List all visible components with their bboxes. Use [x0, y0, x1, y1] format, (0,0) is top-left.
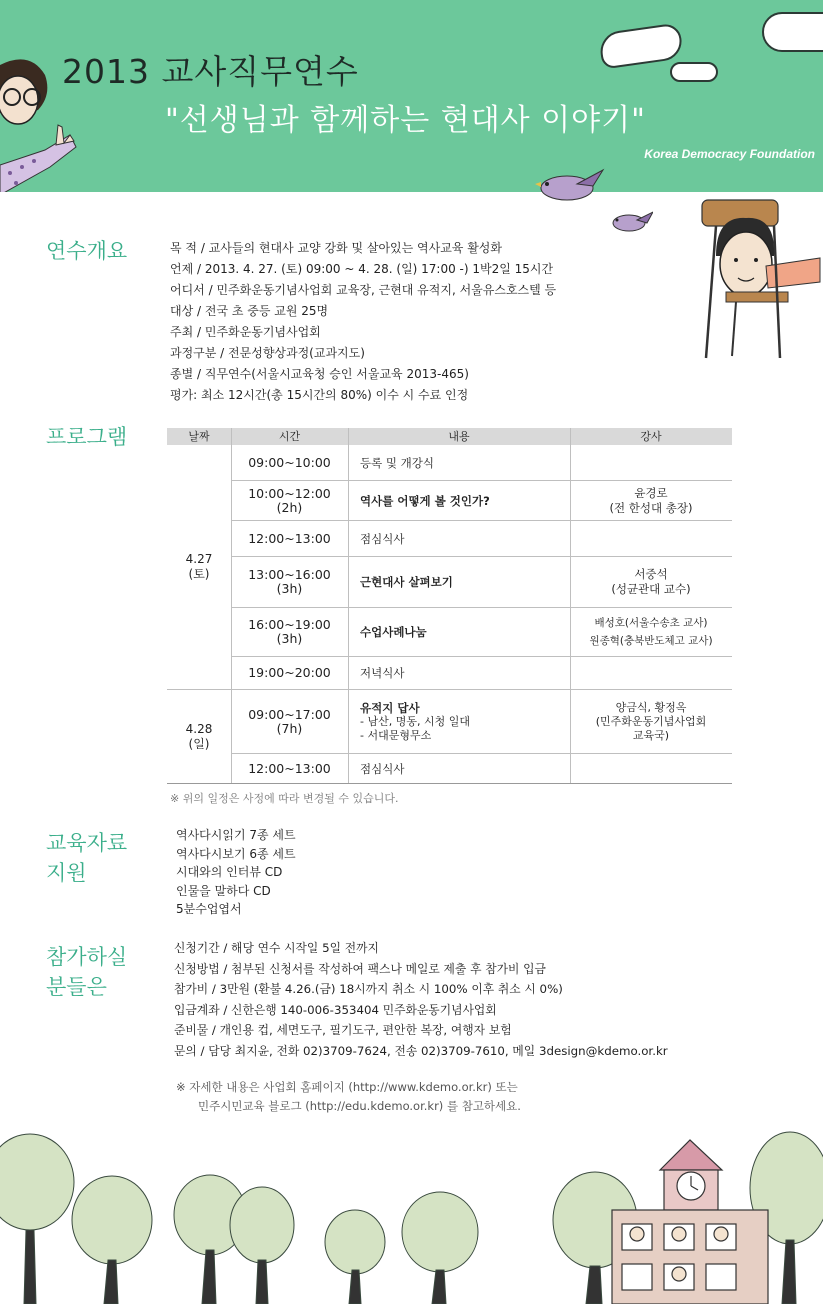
time-cell: 13:00~16:00 (3h) [248, 567, 331, 596]
list-item: 역사다시읽기 7종 세트 [176, 828, 296, 842]
schedule-note: ※ 위의 일정은 사정에 따라 변경될 수 있습니다. [170, 792, 399, 805]
trees-school-illustration [0, 1120, 823, 1304]
program-table [167, 428, 732, 786]
cloud-illustration [670, 62, 718, 82]
content-cell: 유적지 답사 - 남산, 명동, 시청 일대 - 서대문형무소 [360, 700, 470, 742]
organization-name: Korea Democracy Foundation [644, 147, 815, 161]
column-header-content: 내용 [448, 430, 470, 443]
overview-line: 언제 / 2013. 4. 27. (토) 09:00 ~ 4. 28. (일) 17:00 -) 1박2일 15시간 [170, 262, 554, 276]
section-title-overview: 연수개요 [46, 239, 128, 263]
page-subtitle: "선생님과 함께하는 현대사 이야기" [165, 103, 646, 138]
footnote: ※ 자세한 내용은 사업회 홈페이지 (http://www.kdemo.or.kr) 또는 민주시민교육 블로그 (http://edu.kdemo.or.kr) 를 참고하세요. [176, 1080, 521, 1113]
bird-illustration [527, 166, 605, 208]
list-item: 인물을 말하다 CD [176, 883, 271, 898]
content-cell: 역사를 어떻게 볼 것인가? [360, 493, 490, 508]
time-cell: 09:00~10:00 [248, 454, 331, 470]
time-cell: 12:00~13:00 [248, 760, 331, 776]
overview-line: 평가: 최소 12시간(총 15시간의 80%) 이수 시 수료 인정 [170, 388, 469, 402]
section-title-materials: 교육자료 지원 [46, 831, 128, 885]
overview-line: 대상 / 전국 초 중등 교원 25명 [170, 304, 329, 318]
instructor-cell: 양금식, 황정옥 (민주화운동기념사업회 교육국) [595, 700, 707, 742]
school-building-illustration [612, 1140, 768, 1304]
info-line: 참가비 / 3만원 (환불 4.26.(금) 18시까지 취소 시 100% 이후 취소 시 0%) [174, 982, 563, 996]
column-header-time: 시간 [278, 430, 301, 443]
content-cell: 등록 및 개강식 [360, 455, 434, 470]
bird-illustration [603, 208, 653, 236]
overview-line: 어디서 / 민주화운동기념사업회 교육장, 근현대 유적지, 서울유스호스텔 등 [170, 283, 557, 297]
date-cell: 4.28 (일) [185, 721, 213, 751]
column-header-date: 날짜 [188, 430, 210, 443]
content-cell: 저녁식사 [360, 666, 405, 680]
content-cell: 근현대사 살펴보기 [360, 575, 453, 589]
info-line: 신청기간 / 해당 연수 시작일 5일 전까지 [174, 941, 379, 955]
list-item: 역사다시보기 6종 세트 [176, 846, 296, 861]
overview-line: 종별 / 직무연수(서울시교육청 승인 서울교육 2013-465) [170, 367, 469, 381]
materials-list [176, 826, 296, 919]
cloud-illustration [762, 12, 823, 52]
content-cell: 수업사례나눔 [360, 625, 427, 639]
content-cell: 점심식사 [360, 761, 405, 776]
overview-line: 목 적 / 교사들의 현대사 교양 강화 및 살아있는 역사교육 활성화 [170, 241, 502, 255]
info-line: 문의 / 담당 최지윤, 전화 02)3709-7624, 전송 02)3709-7610, 메일 3design@kdemo.or.kr [174, 1043, 668, 1058]
section-title-participants: 참가하실 분들은 [46, 945, 128, 999]
info-line: 준비물 / 개인용 컵, 세면도구, 필기도구, 편안한 복장, 여행자 보험 [174, 1023, 512, 1037]
time-cell: 10:00~12:00 (2h) [248, 485, 331, 515]
student-illustration [696, 196, 823, 361]
overview-line: 주최 / 민주화운동기념사업회 [170, 325, 321, 339]
page-title: 2013 교사직무연수 [62, 52, 359, 91]
overview-list [170, 238, 556, 406]
instructor-cell: 서중석 (성균관대 교수) [611, 567, 691, 596]
time-cell: 09:00~17:00 (7h) [248, 706, 331, 736]
time-cell: 12:00~13:00 [248, 530, 331, 546]
info-line: 입금계좌 / 신한은행 140-006-353404 민주화운동기념사업회 [174, 1002, 497, 1017]
overview-line: 과정구분 / 전문성향상과정(교과지도) [170, 346, 365, 360]
cloud-illustration [598, 22, 684, 69]
instructor-cell: 배성호(서울수송초 교사) 원종혁(충북반도체고 교사) [589, 617, 713, 647]
content-cell: 점심식사 [360, 531, 405, 546]
participants-list [174, 938, 668, 1061]
date-cell: 4.27 (토) [185, 552, 213, 581]
column-header-instructor: 강사 [640, 430, 662, 443]
list-item: 5분수업엽서 [176, 902, 242, 916]
info-line: 신청방법 / 첨부된 신청서를 작성하여 팩스나 메일로 제출 후 참가비 입금 [174, 961, 546, 976]
instructor-cell: 윤경로 (전 한성대 총장) [609, 485, 693, 515]
time-cell: 19:00~20:00 [248, 665, 331, 680]
list-item: 시대와의 인터뷰 CD [176, 865, 283, 879]
section-title-program: 프로그램 [46, 425, 128, 449]
header-banner [0, 0, 823, 192]
time-cell: 16:00~19:00 (3h) [248, 617, 331, 646]
